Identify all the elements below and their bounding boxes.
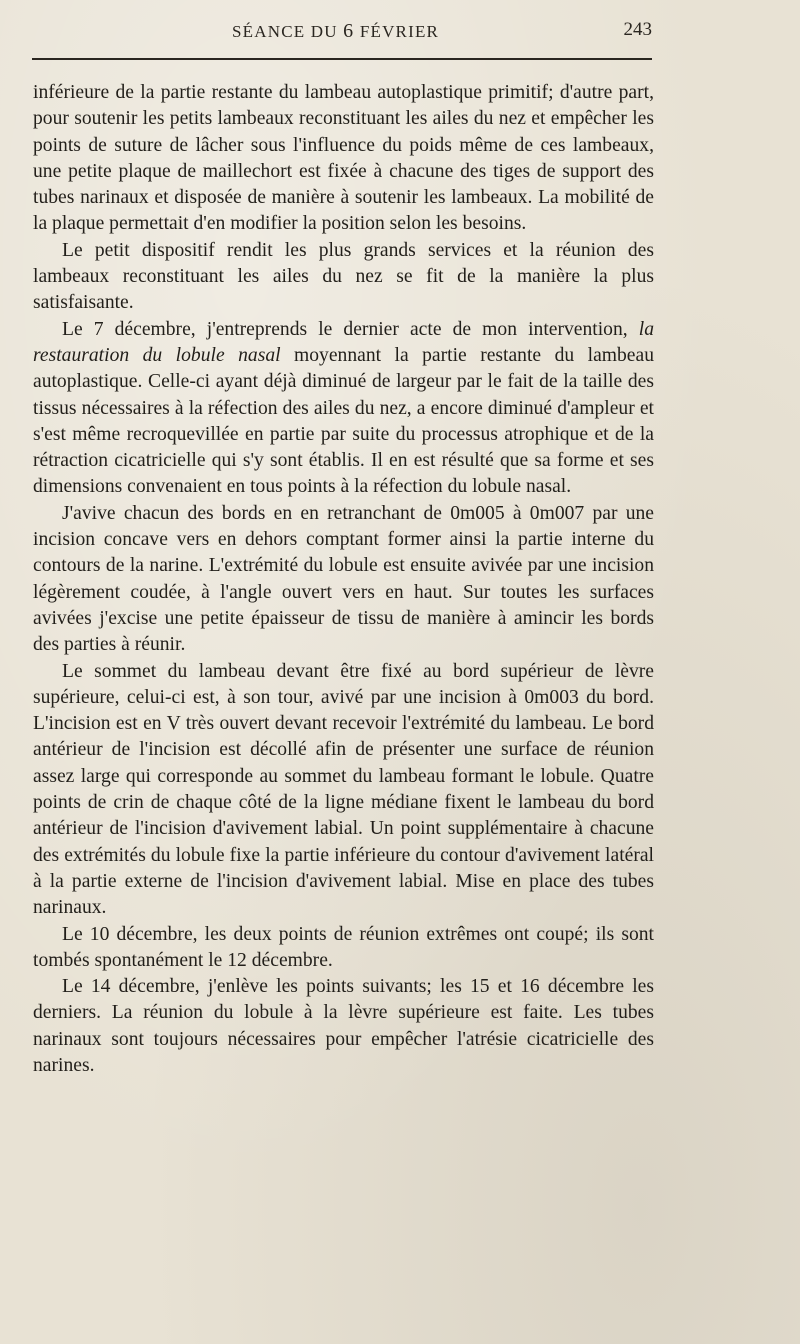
paragraph-4: J'avive chacun des bords en en retranchant de 0m005 à 0m007 par une incision concave vers en dehors comptant former ainsi la partie interne du contours de la narine. L'extrémité du lobule est ensuite avivée par une incision légèrement coudée, à l'angle ouvert vers en haut. Sur toutes les surfaces avivées j'excise une petite épaisseur de tissu de manière à amincir les bords des parties à réunir. [33,502,654,656]
running-head-title-suffix: FÉVRIER [354,22,440,41]
header-rule [32,58,652,60]
body-text [33,80,654,1079]
paragraph-1: inférieure de la partie restante du lambeau autoplastique primitif; d'autre part, pour soutenir les petits lambeaux reconstituant les ailes du nez et empêcher les points de suture de lâcher sous l'influence du poids même de ces lambeaux, une petite plaque de maillechort est fixée à chacune des tiges de support des tubes narinaux et disposée de manière à soutenir les lambeaux. La mobilité de la plaque permettait d'en modifier la position selon les besoins. [33,82,654,235]
paragraph-7: Le 14 décembre, j'enlève les points suivants; les 15 et 16 décembre les derniers. La réunion du lobule à la lèvre supérieure est faite. Les tubes narinaux sont toujours nécessaires pour empêcher l'atrésie cicatricielle des narines. [33,976,654,1076]
page-number: 243 [623,19,652,40]
running-head [32,20,652,44]
running-head-title [232,20,439,43]
paragraph-6: Le 10 décembre, les deux points de réunion extrêmes ont coupé; ils sont tombés spontanément le 12 décembre. [33,923,654,971]
paragraph-3-before: Le 7 décembre, j'entreprends le dernier acte de mon intervention, [62,318,639,340]
paragraph-3-italic: la restauration du lobule nasal [33,318,654,366]
paragraph-3-after: moyennant la partie restante du lambeau autoplastique. Celle-ci ayant déjà diminué de largeur par le fait de la taille des tissus nécessaires à la réfection des ailes du nez, a encore diminué d'ampleur et s'est même recroquevillée en partie par suite du processus atrophique et de la rétraction cicatricielle qui s'y sont établis. Il en est résulté que sa forme et ses dimensions convenaient en tous points à la réfection du lobule nasal. [33,344,654,498]
paragraph-2: Le petit dispositif rendit les plus grands services et la réunion des lambeaux reconstituant les ailes du nez se fit de la manière la plus satisfaisante. [33,239,654,314]
running-head-title-day: 6 [343,20,355,42]
paragraph-5: Le sommet du lambeau devant être fixé au bord supérieur de lèvre supérieure, celui-ci est, à son tour, avivé par une incision à 0m003 du bord. L'incision est en V très ouvert devant recevoir l'extrémité du lambeau. Le bord antérieur de l'incision est décollé afin de présenter une surface de réunion assez large qui corresponde au sommet du lambeau formant le lobule. Quatre points de crin de chaque côté de la ligne médiane fixent le lambeau du bord antérieur de l'incision d'avivement labial. Un point supplémentaire à chacune des extrémités du lobule fixe la partie inférieure du contour d'avivement latéral à la partie externe de l'incision d'avivement labial. Mise en place des tubes narinaux. [33,660,654,919]
paragraph-3 [33,317,654,501]
running-head-title-prefix: SÉANCE DU [232,22,344,41]
